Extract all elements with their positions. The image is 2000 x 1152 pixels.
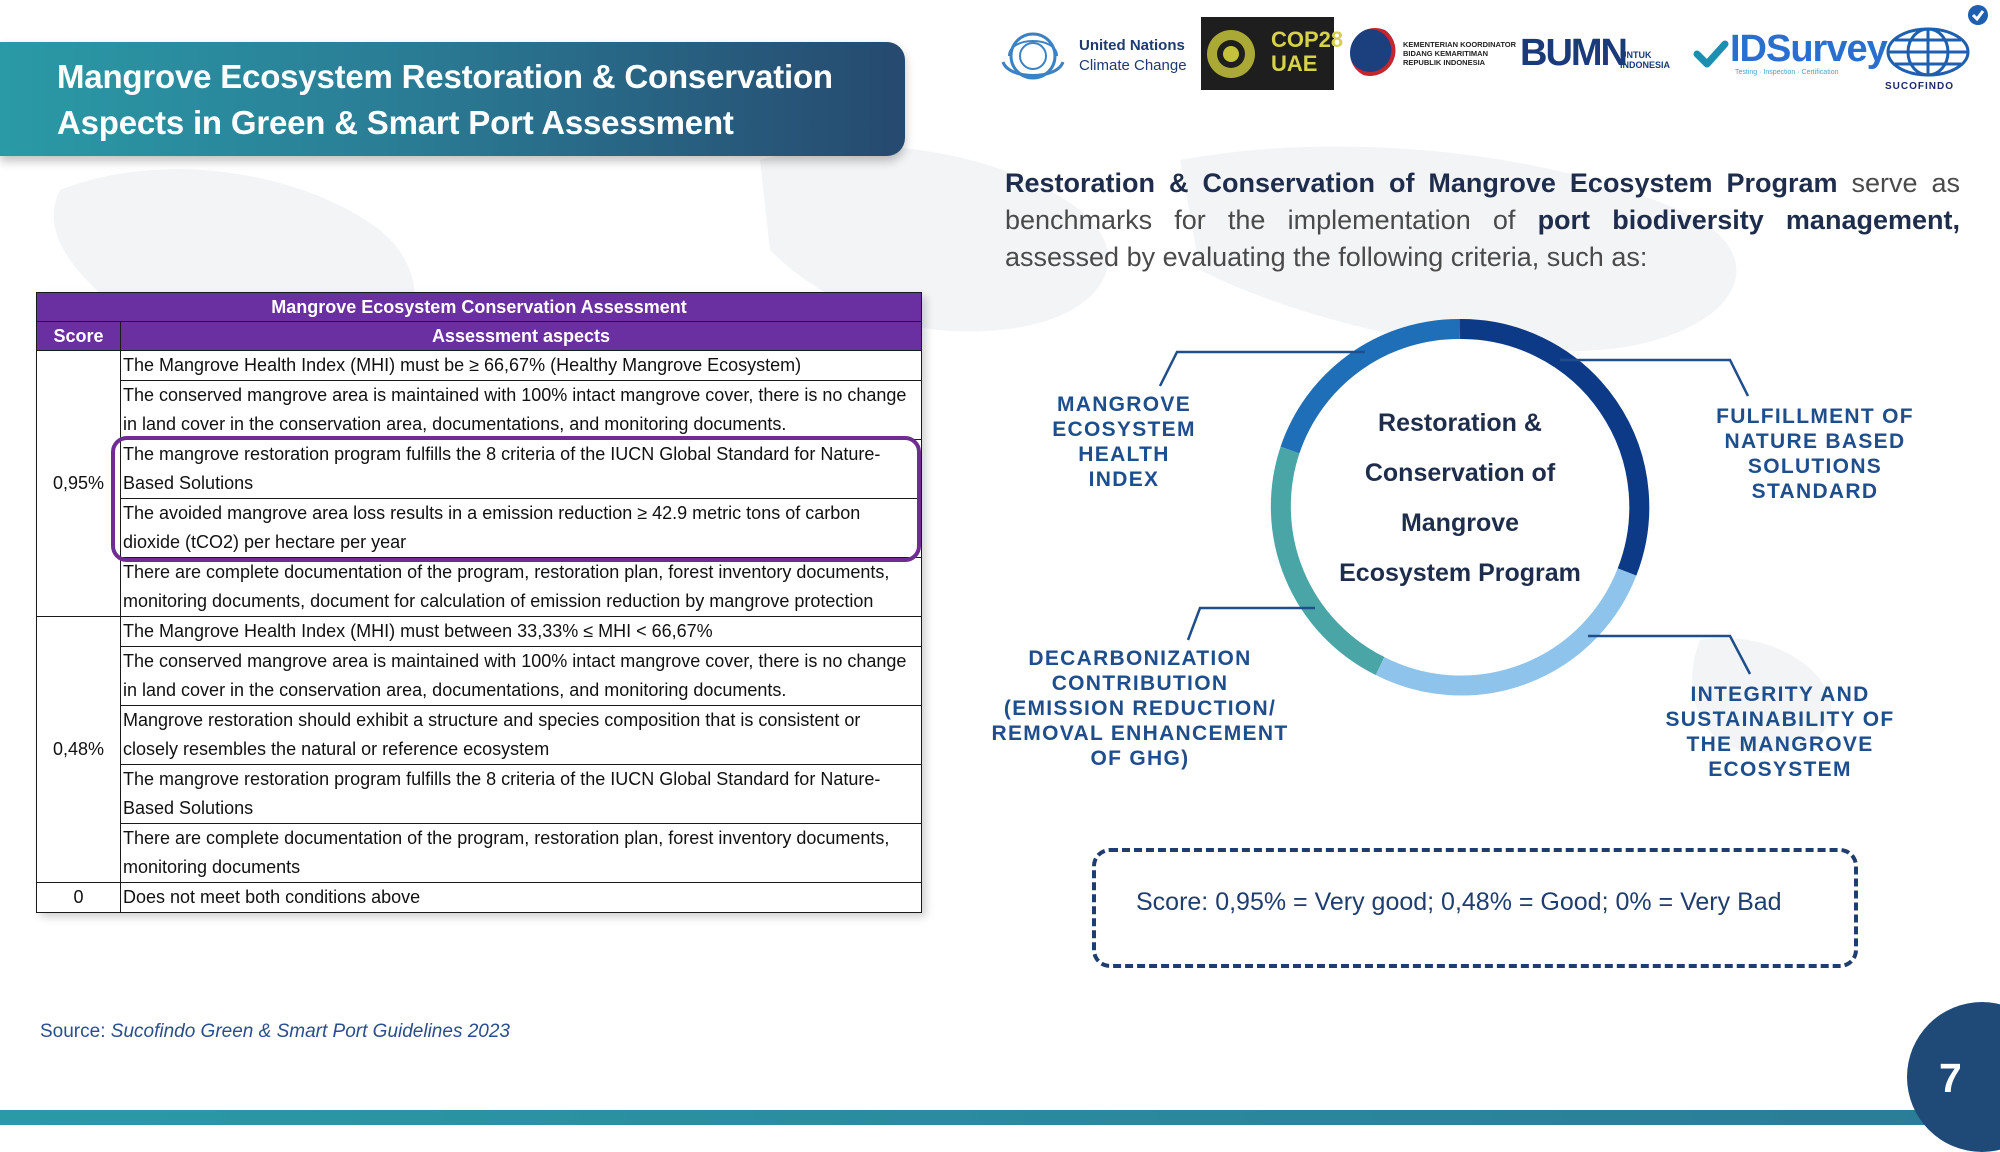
connector-integrity bbox=[1588, 636, 1750, 674]
label-decarbonization: DECARBONIZATION CONTRIBUTION (EMISSION REDUCTION/ REMOVAL ENHANCEMENT OF GHG) bbox=[991, 647, 1289, 770]
footer-bar bbox=[0, 1110, 2000, 1125]
title-line-2: Aspects in Green & Smart Port Assessment bbox=[57, 104, 734, 141]
aspect-cell: The avoided mangrove area loss results in a emission reduction ≥ 42.9 metric tons of carbon dioxide (tCO2) per hectare per year bbox=[121, 499, 922, 558]
intro-paragraph: Restoration & Conservation of Mangrove Ecosystem Program serve as benchmarks for the implementation of port biodiversity management, assessed by evaluating the following criteria, such as: bbox=[1005, 168, 1960, 272]
kemenko-marves-logo-text: KEMENTERIAN KOORDINATOR BIDANG KEMARITIMAN REPUBLIK INDONESIA bbox=[1403, 40, 1517, 67]
idsurvey-tagline: Testing · Inspection · Certification bbox=[1735, 69, 1839, 76]
label-mangrove-health-index: MANGROVE ECOSYSTEM HEALTH INDEX bbox=[1052, 393, 1196, 491]
aspect-cell: The mangrove restoration program fulfills the 8 criteria of the IUCN Global Standard for Nature-Based Solutions bbox=[121, 440, 922, 499]
ring-center-text: Restoration & Conservation of Mangrove Ecosystem Program bbox=[1339, 409, 1581, 587]
cop28-logo-text: COP28 UAE bbox=[1271, 27, 1344, 76]
aspect-cell: Does not meet both conditions above bbox=[121, 883, 922, 913]
assessment-table-wrapper bbox=[36, 292, 922, 913]
kemenko-marves-emblem-icon bbox=[1350, 28, 1400, 78]
title-line-1: Mangrove Ecosystem Restoration & Conservation bbox=[57, 58, 833, 95]
table-row bbox=[37, 765, 922, 824]
page-number: 7 bbox=[1939, 1055, 1962, 1101]
intro-bold-2: port biodiversity management, bbox=[1537, 205, 1960, 235]
score-legend-text: Score: 0,95% = Very good; 0,48% = Good; 0% = Very Bad bbox=[1136, 888, 1782, 916]
table-row bbox=[37, 381, 922, 440]
sucofindo-logo-text: SUCOFINDO bbox=[1885, 81, 1954, 92]
aspect-cell: There are complete documentation of the program, restoration plan, forest inventory documents, monitoring documents, document for calculation of emission reduction by mangrove protection bbox=[121, 558, 922, 617]
connector-decarb bbox=[1188, 608, 1315, 640]
criteria-ring-diagram bbox=[960, 310, 1980, 790]
table-row bbox=[37, 440, 922, 499]
table-row bbox=[37, 706, 922, 765]
aspect-cell: Mangrove restoration should exhibit a structure and species composition that is consistent or closely resembles the natural or reference ecosystem bbox=[121, 706, 922, 765]
table-row bbox=[37, 883, 922, 913]
assessment-table bbox=[36, 292, 922, 913]
cop28-emblem-icon bbox=[1201, 17, 1261, 90]
partner-logos bbox=[995, 14, 1975, 94]
score-cell: 0 bbox=[37, 883, 121, 913]
idsurvey-check-icon bbox=[1693, 36, 1729, 72]
aspect-cell: The conserved mangrove area is maintained with 100% intact mangrove cover, there is no change in land cover in the conservation area, documentations, and monitoring documents. bbox=[121, 381, 922, 440]
aspect-cell: The conserved mangrove area is maintained with 100% intact mangrove cover, there is no change in land cover in the conservation area, documentations, and monitoring documents. bbox=[121, 647, 922, 706]
source-note: Source: Sucofindo Green & Smart Port Guidelines 2023 bbox=[40, 1021, 510, 1042]
score-cell: 0,48% bbox=[37, 617, 121, 883]
badge-check-icon bbox=[1967, 4, 1989, 26]
label-integrity-sustainability: INTEGRITY AND SUSTAINABILITY OF THE MANGROVE ECOSYSTEM bbox=[1665, 683, 1895, 781]
title-banner bbox=[0, 42, 905, 156]
aspect-cell: The Mangrove Health Index (MHI) must between 33,33% ≤ MHI < 66,67% bbox=[121, 617, 922, 647]
source-title: Sucofindo Green & Smart Port Guidelines 2023 bbox=[110, 1021, 510, 1042]
idsurvey-logo: IDSurvey bbox=[1730, 28, 1887, 70]
table-row bbox=[37, 647, 922, 706]
column-header-score: Score bbox=[37, 322, 121, 351]
aspect-cell: The Mangrove Health Index (MHI) must be ≥ 66,67% (Healthy Mangrove Ecosystem) bbox=[121, 351, 922, 381]
intro-bold-1: Restoration & Conservation of Mangrove Ecosystem Program bbox=[1005, 168, 1838, 198]
table-title: Mangrove Ecosystem Conservation Assessment bbox=[37, 293, 922, 322]
table-row bbox=[37, 824, 922, 883]
column-header-aspects: Assessment aspects bbox=[121, 322, 922, 351]
table-row bbox=[37, 351, 922, 381]
un-emblem-icon bbox=[995, 26, 1071, 86]
table-row bbox=[37, 617, 922, 647]
bumn-logo: BUMN bbox=[1520, 32, 1626, 74]
table-row bbox=[37, 558, 922, 617]
label-nature-based-solutions: FULFILLMENT OF NATURE BASED SOLUTIONS STANDARD bbox=[1716, 405, 1914, 503]
aspect-cell: There are complete documentation of the program, restoration plan, forest inventory documents, monitoring documents bbox=[121, 824, 922, 883]
un-climate-change-logo-text: United Nations Climate Change bbox=[1079, 37, 1187, 74]
score-cell: 0,95% bbox=[37, 351, 121, 617]
sucofindo-globe-icon bbox=[1885, 26, 1971, 78]
bumn-logo-subtext: UNTUK INDONESIA bbox=[1620, 50, 1671, 70]
table-row bbox=[37, 499, 922, 558]
aspect-cell: The mangrove restoration program fulfills the 8 criteria of the IUCN Global Standard for Nature-Based Solutions bbox=[121, 765, 922, 824]
score-legend-box bbox=[1092, 848, 1858, 968]
